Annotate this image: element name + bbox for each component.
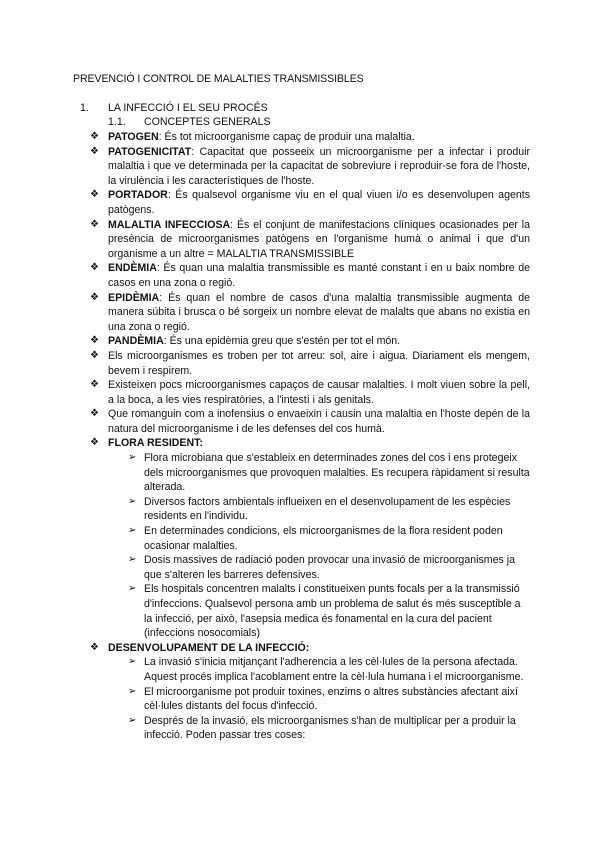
development-point-text: El microorganisme pot produir toxines, enzims o altres substàncies afectant així cèl·lules distants del focus d'infecció. (144, 685, 518, 713)
arrow-bullet-icon: ➢ (128, 495, 137, 507)
item-text: : És tot microorganisme capaç de produir una malaltia. (158, 131, 415, 143)
development-heading: DESENVOLUPAMENT DE LA INFECCIÓ: (108, 641, 310, 654)
arrow-bullet-icon: ➢ (128, 554, 137, 566)
list-item (90, 130, 530, 145)
diamond-bullet-icon: ❖ (90, 145, 99, 157)
list-item (90, 145, 530, 189)
item-text: : És quan el nombre de casos d'una malaltia transmissible augmenta de manera súbita i brusca o bé sorgeix un nombre elevat de malalts que abans no existia en una zona o regió. (108, 291, 530, 333)
diamond-bullet-icon: ❖ (90, 379, 99, 391)
flora-point (128, 451, 530, 495)
item-term: EPIDÈMIA (108, 291, 160, 304)
flora-point (128, 582, 530, 640)
item-term: PANDÈMIA (108, 335, 164, 348)
item-term: MALALTIA INFECCIOSA (108, 218, 231, 231)
diamond-bullet-icon: ❖ (90, 189, 99, 201)
flora-point-text: Dosis massives de radiació poden provocar una invasió de microorganismes ja que s'alteren les barreres defensives. (144, 554, 515, 581)
diamond-bullet-icon: ❖ (90, 131, 99, 142)
list-item (90, 378, 530, 407)
development-point (128, 685, 530, 714)
flora-point-text: En determinades condicions, els microorganismes de la flora resident poden ocasionar malalties. (144, 525, 503, 552)
item-term: PATOGENICITAT (108, 145, 192, 158)
item-term: ENDÈMIA (108, 262, 157, 275)
flora-point (128, 524, 530, 553)
subsection-label: CONCEPTES GENERALS (144, 116, 271, 128)
flora-heading-item (90, 436, 530, 451)
list-item (90, 334, 530, 349)
item-term: PORTADOR (108, 189, 168, 202)
diamond-bullet-icon: ❖ (90, 349, 99, 361)
flora-point-text: Flora microbiana que s'estableix en determinades zones del cos i ens protegeix dels microorganismes que provoquen malalties. Es recupera ràpidament si resulta alterada. (144, 452, 530, 494)
list-item (90, 291, 530, 335)
development-point (128, 655, 530, 684)
item-text: : És una epidèmia greu que s'estén per tot el món. (163, 335, 401, 348)
subsection-number: 1.1. (108, 116, 126, 128)
concept-list (90, 130, 530, 743)
section-label: LA INFECCIÓ I EL SEU PROCÉS (108, 102, 268, 114)
arrow-bullet-icon: ➢ (128, 656, 137, 668)
diamond-bullet-icon: ❖ (90, 218, 99, 230)
item-term: PATOGEN (108, 131, 159, 143)
diamond-bullet-icon: ❖ (90, 437, 99, 449)
item-text: Els microorganismes es troben per tot arreu: sol, aire i aigua. Diariament els mengem, bevem i respirem. (108, 349, 530, 377)
document-title: PREVENCIÓ I CONTROL DE MALALTIES TRANSMISSIBLES (73, 73, 364, 85)
section-number: 1. (80, 102, 89, 114)
arrow-bullet-icon: ➢ (128, 525, 137, 537)
arrow-bullet-icon: ➢ (128, 714, 137, 726)
arrow-bullet-icon: ➢ (128, 583, 137, 595)
flora-point-text: Els hospitals concentren malalts i constitueixen punts focals per a la transmissió d'infeccions. Qualsevol persona amb un problema de salut és més susceptible a la infecció, per això, l'asepsia medica és fonamental en la cura del pacient (infeccions nosocomials) (144, 583, 521, 640)
flora-heading: FLORA RESIDENT: (108, 437, 203, 450)
development-point-text: La invasió s'inicia mitjançant l'adherencia a les cèl·lules de la persona afectada. Aquest procés implica l'acoblament entre la cèl·lula humana i el microorganisme. (144, 656, 524, 683)
diamond-bullet-icon: ❖ (90, 262, 99, 274)
flora-point (128, 495, 530, 524)
list-item (90, 188, 530, 217)
item-text: Que romanguin com a inofensius o envaeixin i causin una malaltia en l'hoste depén de la natura del microorganisme i de les defenses del cos humà. (108, 408, 530, 435)
diamond-bullet-icon: ❖ (90, 335, 99, 347)
list-item (90, 261, 530, 290)
item-text: : És qualsevol organisme viu en el qual viuen i/o es desenvolupen agents patògens. (108, 189, 530, 216)
list-item (90, 218, 530, 262)
development-heading-item (90, 641, 530, 656)
flora-point-text: Diversos factors ambientals influeixen en el desenvolupament de les espècies residents en l'individu. (144, 495, 511, 523)
development-point-text: Després de la invasió, els microorganismes s'han de multiplicar per a produir la infecció. Poden passar tres coses: (144, 714, 516, 742)
item-text: Existeixen pocs microorganismes capaços de causar malalties. I molt viuen sobre la pell, a la boca, a les vies respiratòries, a l'intestí i als genitals. (108, 379, 530, 406)
arrow-bullet-icon: ➢ (128, 685, 137, 697)
list-item (90, 349, 530, 378)
flora-point (128, 553, 530, 582)
item-text: : És quan una malaltia transmissible es manté constant i en u baix nombre de casos en una zona o regió. (108, 262, 530, 289)
subsection-heading (108, 115, 271, 130)
arrow-bullet-icon: ➢ (128, 452, 137, 464)
development-points (128, 655, 530, 743)
section-heading (80, 101, 268, 116)
flora-points (128, 451, 530, 641)
diamond-bullet-icon: ❖ (90, 408, 99, 420)
item-text: : Capacitat que posseeix un microorganisme per a infectar i produir malaltia i que ve determinada per la capacitat de sobreviure i reproduir-se fora de l'hoste, la virulència i les característiques de l'hoste. (108, 145, 530, 187)
diamond-bullet-icon: ❖ (90, 641, 99, 653)
development-point (128, 714, 530, 743)
diamond-bullet-icon: ❖ (90, 291, 99, 303)
list-item (90, 407, 530, 436)
item-text: : És el conjunt de manifestacions clíniques ocasionades per la presència de microorganismes patògens en l'organisme humà o animal i que d'un organisme a un altre = MALALTIA TRANSMISSIBLE (108, 218, 530, 260)
